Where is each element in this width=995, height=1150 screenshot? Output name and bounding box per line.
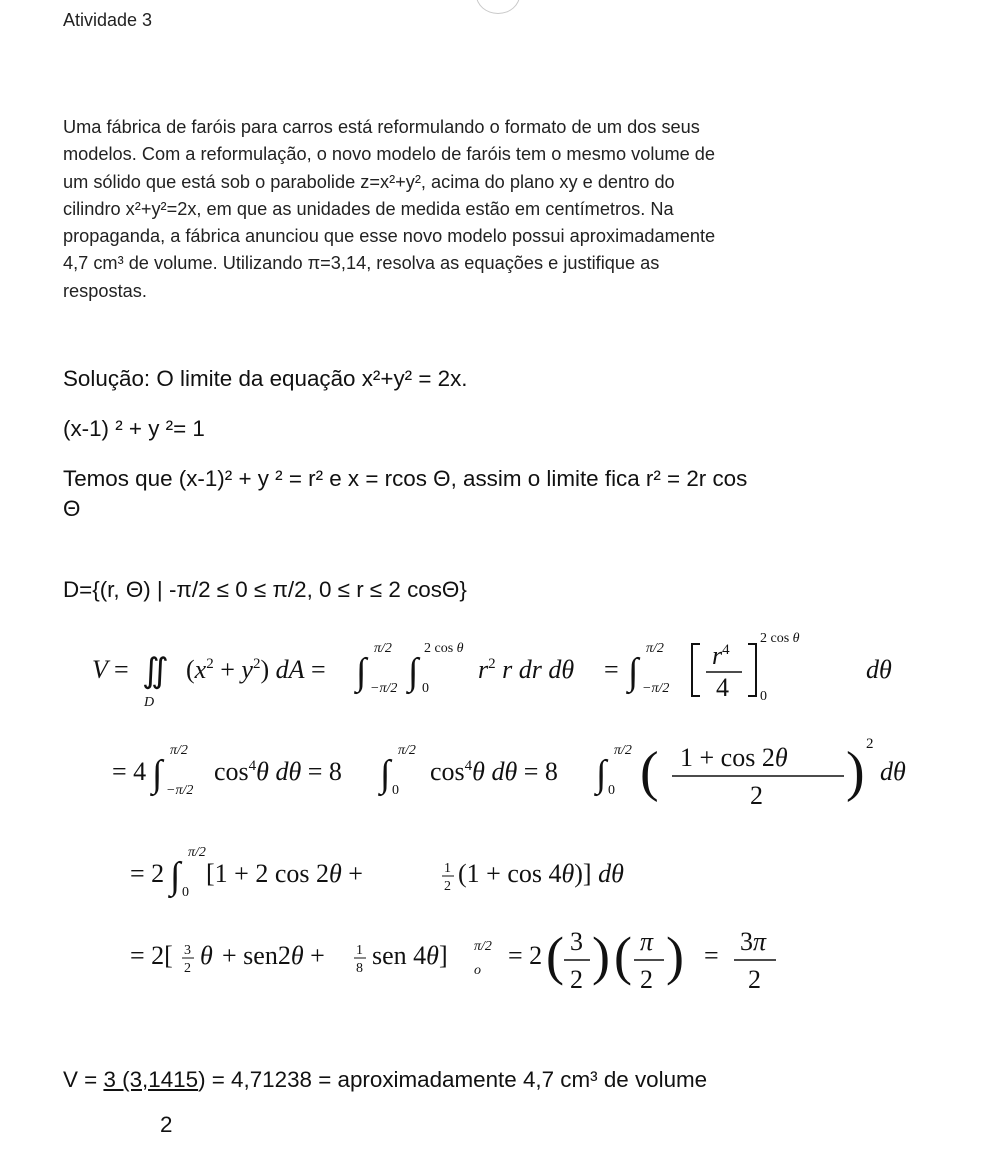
svg-text:2: 2: [444, 879, 451, 894]
svg-text:8: 8: [356, 961, 363, 976]
svg-text:θ: θ: [200, 941, 213, 970]
problem-line: um sólido que está sob o parabolide z=x²+y², acima do plano xy e dentro do: [63, 171, 675, 192]
final-rest: ) = 4,71238 = aproximadamente 4,7 cm³ de volume: [198, 1067, 708, 1092]
svg-text:∬: ∬: [142, 653, 169, 690]
svg-text:[1 + 2 cos 2θ +: [1 + 2 cos 2θ +: [206, 859, 363, 888]
problem-line: modelos. Com a reformulação, o novo modelo de faróis tem o mesmo volume de: [63, 144, 716, 165]
svg-text:(x2 + y2) dA =: $(x^2 + y^2)$ dA =: [186, 655, 326, 684]
problem-line: Uma fábrica de faróis para carros está reformulando o formato de um dos seus: [63, 117, 700, 137]
svg-text:(: (: [614, 926, 632, 986]
svg-text:2 cos θ: 2 cos θ: [760, 631, 800, 646]
svg-text:π/2: π/2: [646, 641, 664, 656]
svg-text:r2 r dr dθ: $r^2$ r dr dθ: [478, 655, 575, 684]
svg-text:=: =: [114, 655, 129, 684]
svg-text:π/2: π/2: [188, 845, 206, 860]
svg-text:2: 2: [750, 781, 763, 810]
svg-text:π/2: π/2: [398, 743, 416, 758]
svg-text:=: =: [604, 655, 619, 684]
svg-text:sen 4θ]: sen 4θ]: [372, 941, 448, 970]
problem-line: propaganda, a fábrica anunciou que esse novo modelo possui aproximadamente: [63, 226, 716, 247]
svg-text:−π/2: −π/2: [370, 681, 398, 696]
final-volume-line: [63, 1067, 707, 1093]
svg-text:1: 1: [356, 943, 363, 958]
svg-text:∫: ∫: [408, 651, 419, 693]
svg-text:3: 3: [184, 943, 191, 958]
svg-text:2: 2: [570, 965, 583, 994]
svg-text:0: 0: [760, 689, 767, 704]
svg-text:2: 2: [748, 965, 761, 994]
solution-line-3-cont: Θ: [63, 496, 81, 521]
svg-text:∫: ∫: [170, 855, 181, 897]
svg-text:0: 0: [392, 783, 399, 798]
svg-text:cos4θ dθ = 8: $\cos^4\theta$ dθ = 8: [430, 757, 558, 786]
svg-text:∫: ∫: [628, 651, 639, 693]
svg-text:2: 2: [184, 961, 191, 976]
svg-text:2: 2: [866, 736, 874, 752]
svg-text:π: π: [640, 927, 654, 956]
svg-text:3π: 3π: [740, 927, 767, 956]
svg-text:= 2[: = 2[: [130, 941, 173, 970]
svg-text:π/2: π/2: [374, 641, 392, 656]
solution-line-2: (x-1) ² + y ²= 1: [63, 416, 205, 441]
svg-text:1 + cos 2θ: 1 + cos 2θ: [680, 743, 788, 772]
svg-text:∫: ∫: [380, 753, 391, 795]
svg-text:4: 4: [716, 673, 729, 702]
problem-line: 4,7 cm³ de volume. Utilizando π=3,14, resolva as equações e justifique as: [63, 253, 660, 274]
svg-text:=: =: [704, 941, 719, 970]
svg-text:0: 0: [182, 885, 189, 900]
problem-line: cilindro x²+y²=2x, em que as unidades de medida estão em centímetros. Na: [63, 198, 674, 219]
problem-line: respostas.: [63, 280, 147, 301]
svg-text:cos4θ dθ = 8: $\cos^4\theta$ dθ = 8: [214, 757, 342, 786]
svg-text:2 cos θ: 2 cos θ: [424, 641, 464, 656]
svg-text:π/2: π/2: [474, 939, 492, 954]
svg-text:): ): [846, 741, 865, 803]
page-title: Atividade 3: [63, 10, 153, 30]
svg-text:(: (: [546, 926, 564, 986]
svg-text:π/2: π/2: [614, 743, 632, 758]
svg-text:0: 0: [422, 681, 429, 696]
svg-text:+ sen2θ +: + sen2θ +: [222, 941, 325, 970]
svg-text:3: 3: [570, 927, 583, 956]
svg-text:dθ: dθ: [866, 655, 892, 684]
svg-text:V: V: [92, 655, 108, 684]
volume-integral-derivation: [0, 620, 995, 1050]
svg-text:dθ: dθ: [880, 757, 906, 786]
svg-text:D: D: [144, 695, 155, 710]
svg-text:0: 0: [608, 783, 615, 798]
final-prefix: V =: [63, 1067, 104, 1092]
svg-text:= 2: = 2: [130, 859, 165, 888]
svg-text:(1 + cos 4θ)] dθ: (1 + cos 4θ)] dθ: [458, 859, 624, 888]
scroll-circle-button[interactable]: [476, 0, 520, 14]
svg-text:(: (: [640, 741, 659, 803]
svg-text:−π/2: −π/2: [642, 681, 670, 696]
final-denominator: 2: [160, 1112, 173, 1137]
svg-text:π/2: π/2: [170, 743, 188, 758]
domain-definition: D={(r, Θ) | -π/2 ≤ 0 ≤ π/2, 0 ≤ r ≤ 2 cosΘ}: [63, 577, 467, 602]
svg-text:−π/2: −π/2: [166, 783, 194, 798]
svg-text:= 2: = 2: [508, 941, 543, 970]
solution-line-3: Temos que (x-1)² + y ² = r² e x = rcos Θ, assim o limite fica r² = 2r cos: [63, 466, 748, 491]
svg-text:): ): [592, 926, 610, 986]
svg-text:o: o: [474, 963, 481, 978]
svg-text:r4: $r^4$: [712, 641, 730, 670]
svg-text:∫: ∫: [356, 651, 367, 693]
svg-text:2: 2: [640, 965, 653, 994]
svg-text:∫: ∫: [596, 753, 607, 795]
svg-text:): ): [666, 926, 684, 986]
svg-text:= 4: = 4: [112, 757, 147, 786]
svg-text:1: 1: [444, 861, 451, 876]
final-numerator: 3 (3,1415: [103, 1067, 199, 1092]
solution-line-1: Solução: O limite da equação x²+y² = 2x.: [63, 366, 468, 391]
svg-text:∫: ∫: [152, 753, 163, 795]
problem-statement: [63, 114, 893, 305]
